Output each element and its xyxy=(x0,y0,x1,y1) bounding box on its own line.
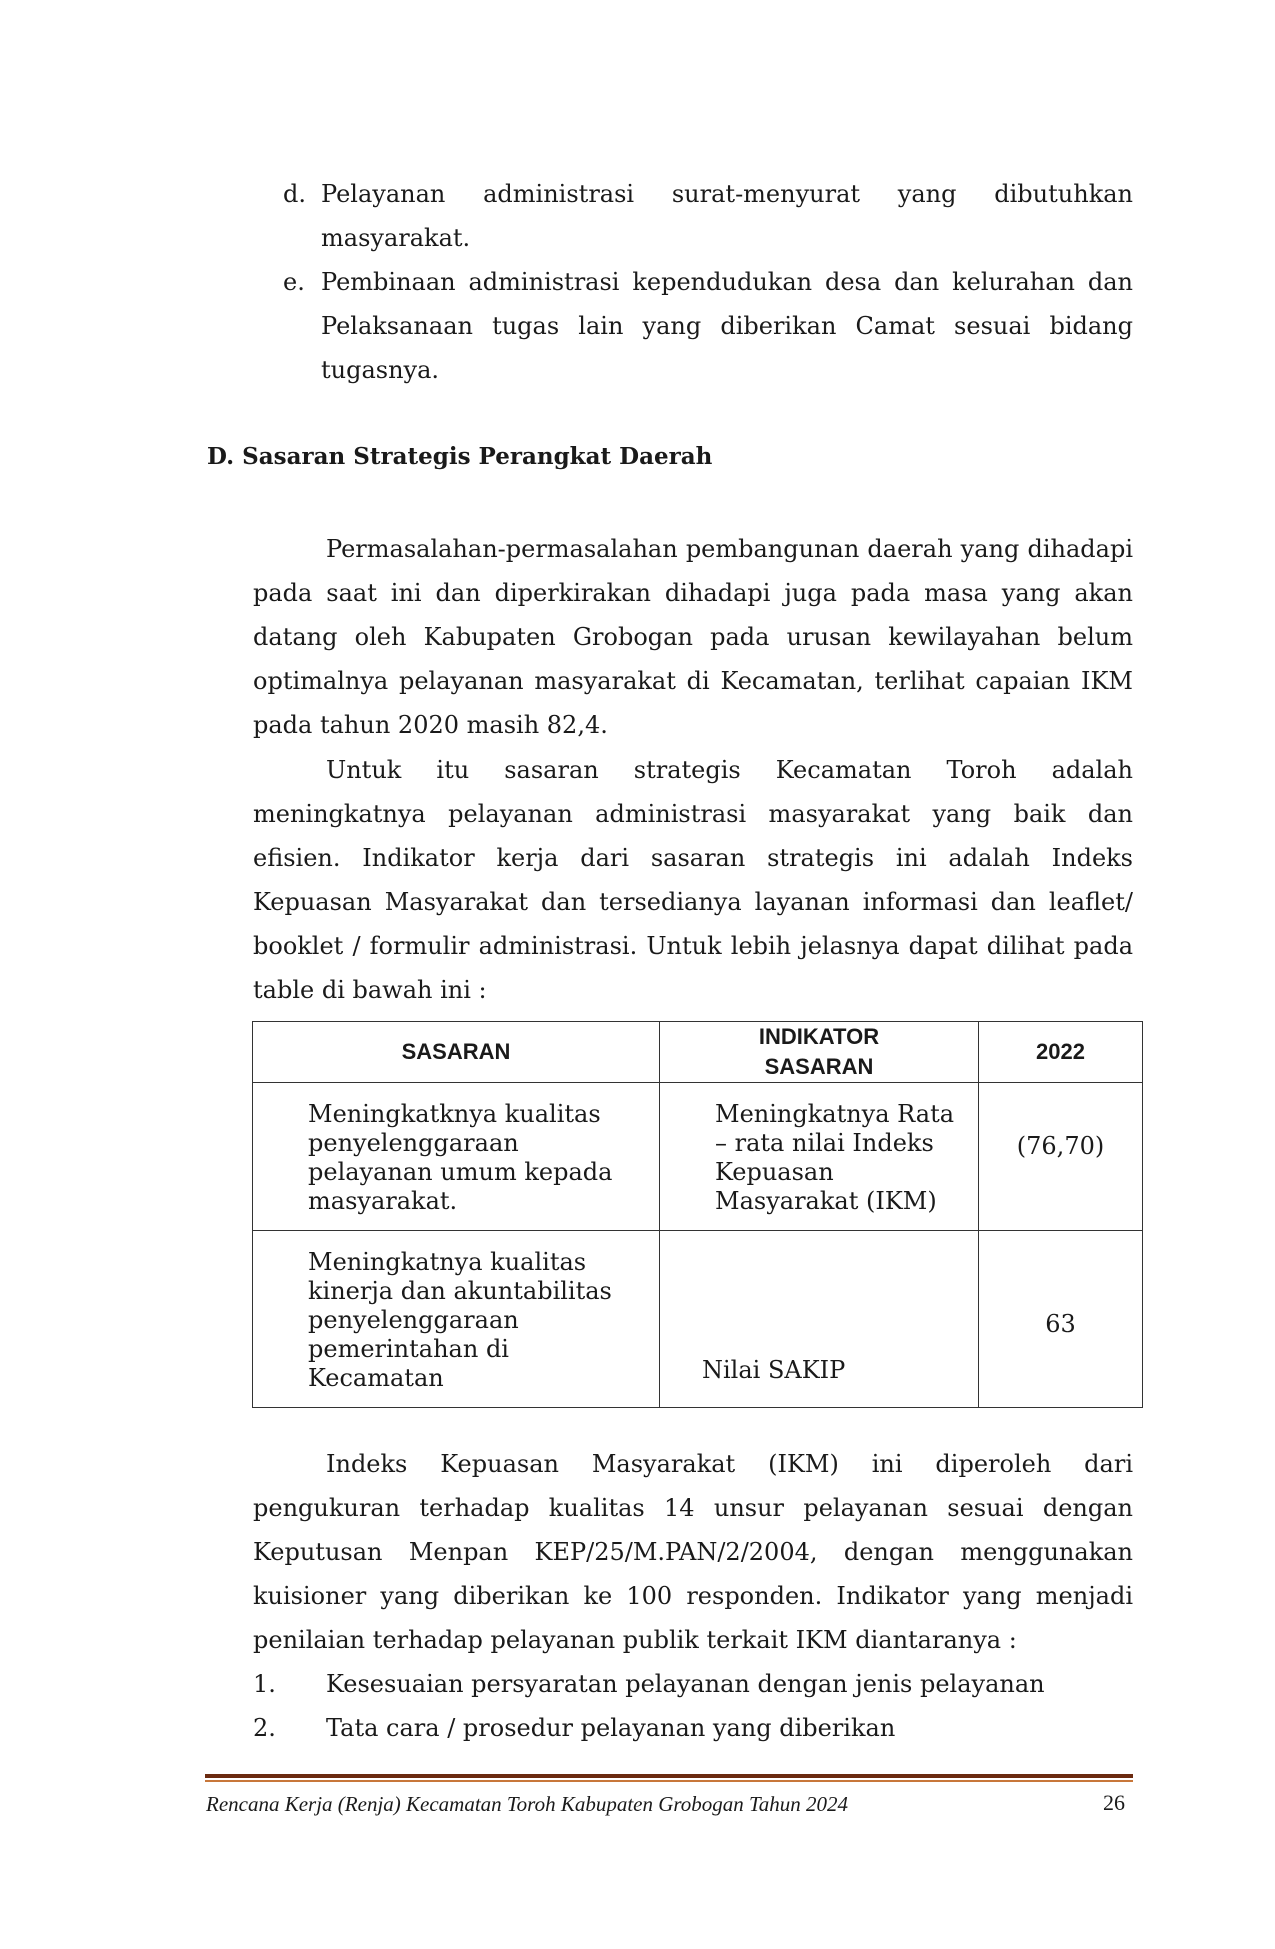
list-marker-2: 2. xyxy=(253,1714,276,1742)
footer-rule-bottom xyxy=(205,1780,1133,1782)
header-year: 2022 xyxy=(979,1022,1143,1083)
footer-rule-top xyxy=(205,1774,1133,1778)
page-number: 26 xyxy=(1103,1790,1125,1815)
paragraph-1-text: Permasalahan-permasalahan pembangunan daerah yang dihadapi pada saat ini dan diperkirakan dihadapi juga pada masa yang akan datang oleh Kabupaten Grobogan pada urusan kewilayahan belum optimalnya pelayanan masyarakat di Kecamatan, terlihat capaian IKM pada tahun 2020 masih 82,4. xyxy=(253,535,1133,739)
list-item-2: Tata cara / prosedur pelayanan yang diberikan xyxy=(326,1714,896,1742)
paragraph-1 xyxy=(253,527,1133,747)
table-header-row xyxy=(253,1022,1143,1083)
cell-indikator-text: Nilai SAKIP xyxy=(702,1356,846,1384)
list-item-d: Pelayanan administrasi surat-menyurat yang dibutuhkan masyarakat. xyxy=(321,180,1133,252)
paragraph-2-text: Untuk itu sasaran strategis Kecamatan Toroh adalah meningkatnya pelayanan administrasi masyarakat yang baik dan efisien. Indikator kerja dari sasaran strategis ini adalah Indeks Kepuasan Masyarakat dan tersedianya layanan informasi dan leaflet/ booklet / formulir administrasi. Untuk lebih jelasnya dapat dilihat pada table di bawah ini : xyxy=(253,756,1133,1004)
list-marker-e: e. xyxy=(283,268,305,296)
list-marker-1: 1. xyxy=(253,1670,276,1698)
paragraph-3 xyxy=(253,1442,1133,1662)
cell-value-text: (76,70) xyxy=(1016,1132,1105,1160)
cell-value-text: 63 xyxy=(1045,1309,1076,1338)
section-heading: D. Sasaran Strategis Perangkat Daerah xyxy=(207,443,713,470)
footer-title: Rencana Kerja (Renja) Kecamatan Toroh Kabupaten Grobogan Tahun 2024 xyxy=(206,1792,849,1816)
cell-sasaran xyxy=(253,1083,660,1231)
cell-indikator xyxy=(660,1083,979,1231)
table-row xyxy=(253,1231,1143,1408)
list-item-1: Kesesuaian persyaratan pelayanan dengan jenis pelayanan xyxy=(326,1670,1045,1698)
header-sasaran: SASARAN xyxy=(253,1022,660,1083)
table-row xyxy=(253,1083,1143,1231)
cell-indikator xyxy=(660,1231,979,1408)
cell-indikator-text: Meningkatnya Rata – rata nilai Indeks Kepuasan Masyarakat (IKM) xyxy=(715,1099,955,1215)
paragraph-2 xyxy=(253,748,1133,1012)
list-item-e: Pembinaan administrasi kependudukan desa dan kelurahan dan Pelaksanaan tugas lain yang diberikan Camat sesuai bidang tugasnya. xyxy=(321,268,1133,384)
sasaran-table xyxy=(252,1021,1143,1408)
cell-sasaran-text: Meningkatnya kualitas kinerja dan akuntabilitas penyelenggaraan pemerintahan di Kecamatan xyxy=(308,1247,612,1392)
list-marker-d: d. xyxy=(283,180,306,208)
cell-value xyxy=(979,1231,1143,1408)
cell-sasaran xyxy=(253,1231,660,1408)
paragraph-3-text: Indeks Kepuasan Masyarakat (IKM) ini diperoleh dari pengukuran terhadap kualitas 14 unsur pelayanan sesuai dengan Keputusan Menpan KEP/25/M.PAN/2/2004, dengan menggunakan kuisioner yang diberikan ke 100 responden. Indikator yang menjadi penilaian terhadap pelayanan publik terkait IKM diantaranya : xyxy=(253,1450,1133,1654)
cell-sasaran-text: Meningkatknya kualitas penyelenggaraan pelayanan umum kepada masyarakat. xyxy=(308,1099,613,1215)
header-indikator: INDIKATOR SASARAN xyxy=(660,1022,979,1083)
cell-value xyxy=(979,1083,1143,1231)
